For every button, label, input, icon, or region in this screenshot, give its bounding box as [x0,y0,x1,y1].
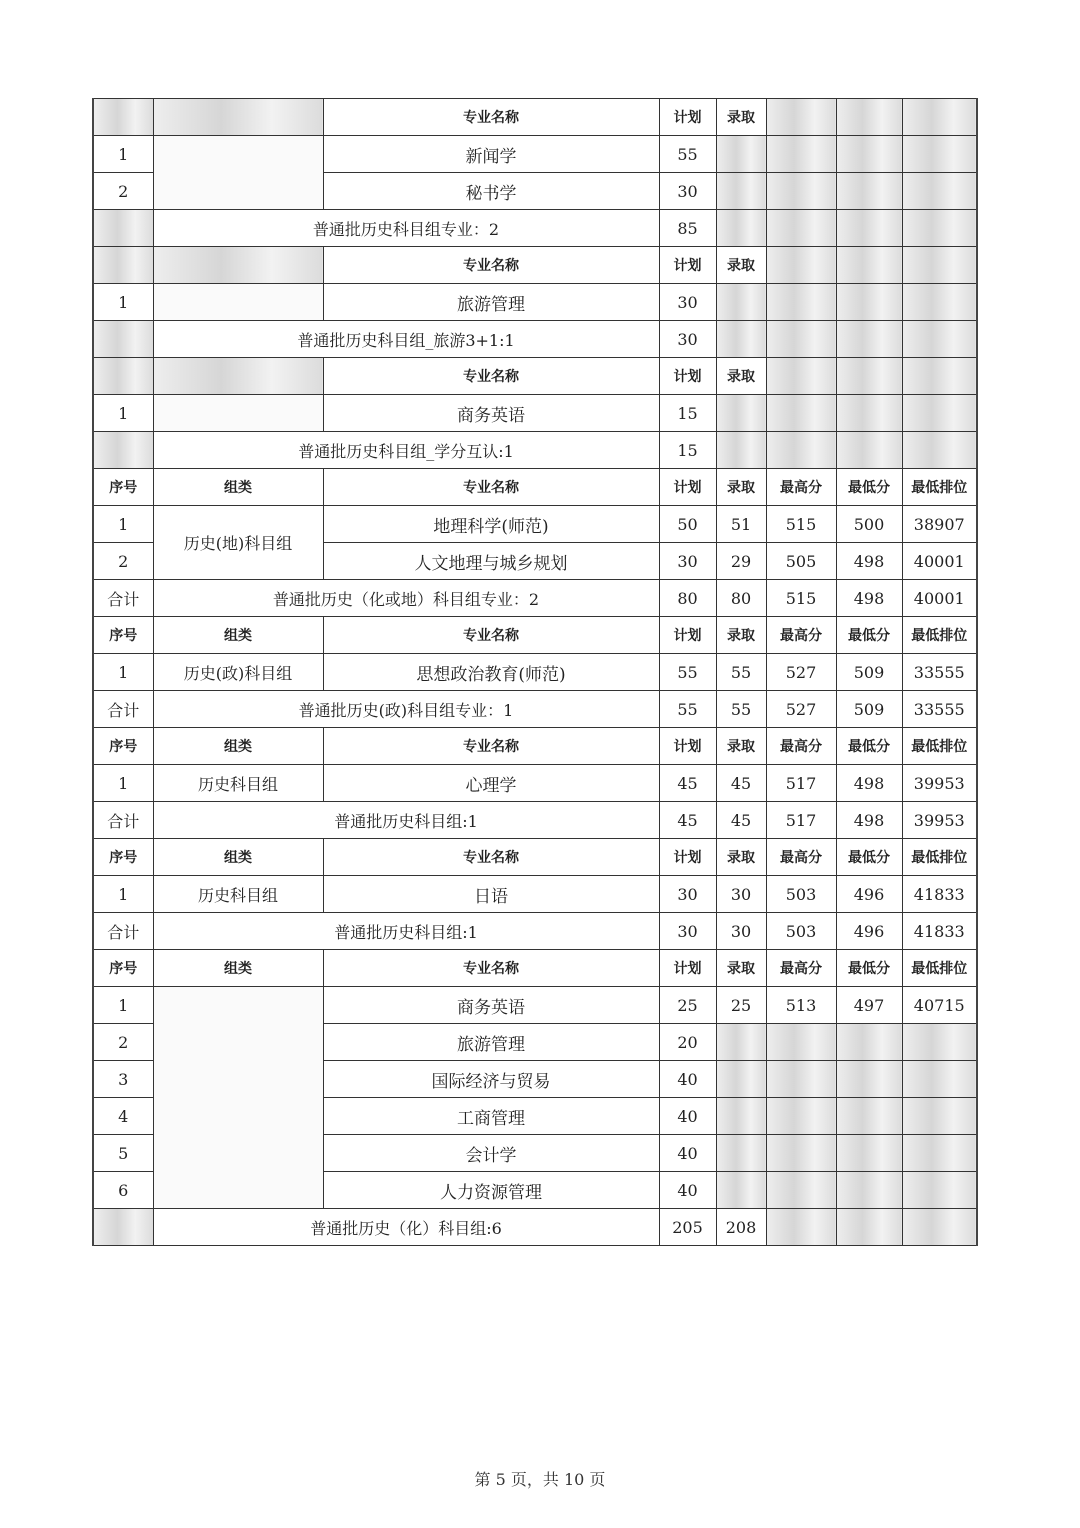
header-min-obscured [836,247,902,284]
seq-cell: 1 [93,765,153,802]
group-cell: 历史科目组 [153,765,323,802]
header-admit: 录取 [716,728,766,765]
min-cell: 496 [836,876,902,913]
table-body [93,99,977,1246]
group-cell: 历史(地)科目组 [153,506,323,580]
seq-cell: 2 [93,1024,153,1061]
total-admit-obscured [716,210,766,247]
header-row [93,839,977,876]
min-cell-obscured [836,1172,902,1209]
header-plan: 计划 [659,99,716,136]
major-cell: 人力资源管理 [323,1172,659,1209]
major-cell: 工商管理 [323,1098,659,1135]
major-cell: 地理科学(师范) [323,506,659,543]
total-label-cell: 普通批历史（化）科目组:6 [153,1209,659,1246]
total-rank-obscured [902,321,977,358]
rank-cell-obscured [902,1172,977,1209]
header-admit: 录取 [716,247,766,284]
max-cell-obscured [766,395,836,432]
plan-cell: 30 [659,284,716,321]
header-min: 最低分 [836,617,902,654]
total-seq-obscured [93,210,153,247]
total-rank-obscured [902,1209,977,1246]
header-row [93,99,977,136]
total-plan-cell: 85 [659,210,716,247]
header-plan: 计划 [659,247,716,284]
total-min-cell: 498 [836,802,902,839]
group-cell-obscured [153,136,323,210]
header-max: 最高分 [766,839,836,876]
rank-cell: 40715 [902,987,977,1024]
total-min-cell: 498 [836,580,902,617]
header-seq: 序号 [93,728,153,765]
min-cell: 498 [836,543,902,580]
header-min: 最低分 [836,950,902,987]
max-cell: 527 [766,654,836,691]
total-min-cell: 496 [836,913,902,950]
header-rank-obscured [902,247,977,284]
major-cell: 心理学 [323,765,659,802]
table-row [93,765,977,802]
max-cell: 505 [766,543,836,580]
total-seq-cell: 合计 [93,802,153,839]
total-seq-obscured [93,1209,153,1246]
header-row [93,617,977,654]
header-min-obscured [836,99,902,136]
total-plan-cell: 80 [659,580,716,617]
total-seq-cell: 合计 [93,580,153,617]
max-cell-obscured [766,173,836,210]
total-row [93,1209,977,1246]
seq-cell: 1 [93,395,153,432]
rank-cell: 38907 [902,506,977,543]
header-max: 最高分 [766,950,836,987]
total-rank-obscured [902,210,977,247]
header-seq: 序号 [93,617,153,654]
total-row [93,913,977,950]
header-major: 专业名称 [323,469,659,506]
header-row [93,469,977,506]
major-cell: 商务英语 [323,987,659,1024]
total-min-obscured [836,1209,902,1246]
total-label-cell: 普通批历史科目组_学分互认:1 [153,432,659,469]
header-group: 组类 [153,839,323,876]
total-row [93,580,977,617]
table-row [93,987,977,1024]
max-cell-obscured [766,1061,836,1098]
rank-cell-obscured [902,284,977,321]
seq-cell: 1 [93,654,153,691]
min-cell-obscured [836,284,902,321]
header-rank: 最低排位 [902,950,977,987]
plan-cell: 40 [659,1135,716,1172]
seq-cell: 2 [93,173,153,210]
header-row [93,950,977,987]
rank-cell-obscured [902,1098,977,1135]
header-min: 最低分 [836,839,902,876]
total-rank-cell: 39953 [902,802,977,839]
total-seq-obscured [93,321,153,358]
header-admit: 录取 [716,950,766,987]
total-plan-cell: 30 [659,913,716,950]
seq-cell: 6 [93,1172,153,1209]
max-cell: 515 [766,506,836,543]
rank-cell-obscured [902,1135,977,1172]
major-cell: 旅游管理 [323,284,659,321]
total-seq-obscured [93,432,153,469]
header-plan: 计划 [659,839,716,876]
total-min-obscured [836,210,902,247]
max-cell: 513 [766,987,836,1024]
header-max-obscured [766,247,836,284]
header-row [93,728,977,765]
plan-cell: 30 [659,543,716,580]
header-seq: 序号 [93,950,153,987]
max-cell: 503 [766,876,836,913]
header-admit: 录取 [716,617,766,654]
header-group: 组类 [153,728,323,765]
major-cell: 日语 [323,876,659,913]
total-min-obscured [836,321,902,358]
plan-cell: 55 [659,136,716,173]
total-admit-obscured [716,321,766,358]
page-footer: 第 5 页，共 10 页 [474,1470,606,1489]
header-major: 专业名称 [323,358,659,395]
header-rank: 最低排位 [902,728,977,765]
max-cell-obscured [766,136,836,173]
table-row [93,876,977,913]
major-cell: 人文地理与城乡规划 [323,543,659,580]
header-major: 专业名称 [323,950,659,987]
seq-cell: 1 [93,284,153,321]
min-cell-obscured [836,1024,902,1061]
header-major: 专业名称 [323,99,659,136]
table-row [93,395,977,432]
header-rank: 最低排位 [902,839,977,876]
header-admit: 录取 [716,469,766,506]
total-row [93,321,977,358]
min-cell: 498 [836,765,902,802]
group-cell-obscured [153,284,323,321]
major-cell: 商务英语 [323,395,659,432]
total-admit-cell: 55 [716,691,766,728]
admit-cell: 45 [716,765,766,802]
total-seq-cell: 合计 [93,691,153,728]
plan-cell: 25 [659,987,716,1024]
admit-cell-obscured [716,395,766,432]
header-plan: 计划 [659,358,716,395]
header-rank-obscured [902,358,977,395]
admit-cell-obscured [716,1024,766,1061]
plan-cell: 40 [659,1172,716,1209]
admit-cell-obscured [716,284,766,321]
header-seq: 序号 [93,469,153,506]
total-plan-cell: 15 [659,432,716,469]
plan-cell: 30 [659,876,716,913]
max-cell-obscured [766,1024,836,1061]
admit-cell: 25 [716,987,766,1024]
rank-cell: 41833 [902,876,977,913]
admit-cell-obscured [716,1098,766,1135]
rank-cell: 33555 [902,654,977,691]
seq-cell: 1 [93,987,153,1024]
admit-cell: 51 [716,506,766,543]
total-max-cell: 527 [766,691,836,728]
total-admit-cell: 80 [716,580,766,617]
rank-cell-obscured [902,1061,977,1098]
admit-cell-obscured [716,1172,766,1209]
major-cell: 新闻学 [323,136,659,173]
admit-cell-obscured [716,1061,766,1098]
major-cell: 国际经济与贸易 [323,1061,659,1098]
max-cell-obscured [766,284,836,321]
total-max-obscured [766,321,836,358]
header-group: 组类 [153,469,323,506]
major-cell: 会计学 [323,1135,659,1172]
seq-cell: 1 [93,506,153,543]
total-label-cell: 普通批历史科目组_旅游3+1:1 [153,321,659,358]
plan-cell: 45 [659,765,716,802]
total-admit-cell: 208 [716,1209,766,1246]
table-row [93,284,977,321]
admit-cell-obscured [716,1135,766,1172]
header-rank: 最低排位 [902,469,977,506]
plan-cell: 50 [659,506,716,543]
header-row [93,358,977,395]
group-cell: 历史科目组 [153,876,323,913]
header-rank: 最低排位 [902,617,977,654]
total-label-cell: 普通批历史科目组:1 [153,913,659,950]
total-min-cell: 509 [836,691,902,728]
header-rank-obscured [902,99,977,136]
admit-cell: 30 [716,876,766,913]
table-row [93,136,977,173]
total-row [93,802,977,839]
total-admit-cell: 45 [716,802,766,839]
total-max-obscured [766,210,836,247]
header-admit: 录取 [716,839,766,876]
total-row [93,210,977,247]
rank-cell: 39953 [902,765,977,802]
header-admit: 录取 [716,99,766,136]
group-cell-obscured [153,395,323,432]
total-plan-cell: 45 [659,802,716,839]
header-max-obscured [766,358,836,395]
admit-cell: 29 [716,543,766,580]
plan-cell: 15 [659,395,716,432]
admit-cell-obscured [716,136,766,173]
total-min-obscured [836,432,902,469]
header-group: 组类 [153,950,323,987]
rank-cell: 40001 [902,543,977,580]
total-max-cell: 515 [766,580,836,617]
header-major: 专业名称 [323,617,659,654]
plan-cell: 55 [659,654,716,691]
header-min-obscured [836,358,902,395]
min-cell-obscured [836,173,902,210]
total-seq-cell: 合计 [93,913,153,950]
admission-table [92,98,978,1246]
total-row [93,691,977,728]
header-plan: 计划 [659,950,716,987]
header-min: 最低分 [836,469,902,506]
group-cell-obscured [153,987,323,1209]
major-cell: 旅游管理 [323,1024,659,1061]
max-cell-obscured [766,1098,836,1135]
rank-cell-obscured [902,395,977,432]
total-row [93,432,977,469]
max-cell-obscured [766,1172,836,1209]
header-max-obscured [766,99,836,136]
min-cell-obscured [836,1098,902,1135]
total-label-cell: 普通批历史科目组:1 [153,802,659,839]
total-max-cell: 503 [766,913,836,950]
total-rank-obscured [902,432,977,469]
total-rank-cell: 40001 [902,580,977,617]
header-plan: 计划 [659,617,716,654]
seq-cell: 2 [93,543,153,580]
header-max: 最高分 [766,469,836,506]
max-cell-obscured [766,1135,836,1172]
total-label-cell: 普通批历史科目组专业：2 [153,210,659,247]
seq-cell: 5 [93,1135,153,1172]
header-seq-obscured [93,99,153,136]
header-plan: 计划 [659,728,716,765]
total-plan-cell: 55 [659,691,716,728]
total-rank-cell: 41833 [902,913,977,950]
group-cell: 历史(政)科目组 [153,654,323,691]
header-group-obscured [153,247,323,284]
min-cell: 500 [836,506,902,543]
min-cell: 509 [836,654,902,691]
total-max-obscured [766,432,836,469]
header-major: 专业名称 [323,728,659,765]
plan-cell: 40 [659,1098,716,1135]
total-plan-cell: 30 [659,321,716,358]
min-cell-obscured [836,1135,902,1172]
total-rank-cell: 33555 [902,691,977,728]
header-group-obscured [153,99,323,136]
plan-cell: 40 [659,1061,716,1098]
rank-cell-obscured [902,1024,977,1061]
total-max-obscured [766,1209,836,1246]
rank-cell-obscured [902,173,977,210]
total-plan-cell: 205 [659,1209,716,1246]
admit-cell-obscured [716,173,766,210]
total-label-cell: 普通批历史(政)科目组专业：1 [153,691,659,728]
plan-cell: 20 [659,1024,716,1061]
admit-cell: 55 [716,654,766,691]
table-row [93,654,977,691]
plan-cell: 30 [659,173,716,210]
header-row [93,247,977,284]
header-plan: 计划 [659,469,716,506]
max-cell: 517 [766,765,836,802]
major-cell: 思想政治教育(师范) [323,654,659,691]
header-major: 专业名称 [323,839,659,876]
total-admit-obscured [716,432,766,469]
header-seq-obscured [93,247,153,284]
min-cell-obscured [836,395,902,432]
total-admit-cell: 30 [716,913,766,950]
rank-cell-obscured [902,136,977,173]
seq-cell: 4 [93,1098,153,1135]
total-label-cell: 普通批历史（化或地）科目组专业：2 [153,580,659,617]
header-seq: 序号 [93,839,153,876]
header-seq-obscured [93,358,153,395]
header-max: 最高分 [766,617,836,654]
header-major: 专业名称 [323,247,659,284]
table-row [93,506,977,543]
header-admit: 录取 [716,358,766,395]
seq-cell: 1 [93,136,153,173]
min-cell-obscured [836,136,902,173]
header-min: 最低分 [836,728,902,765]
total-max-cell: 517 [766,802,836,839]
min-cell-obscured [836,1061,902,1098]
header-max: 最高分 [766,728,836,765]
header-group-obscured [153,358,323,395]
seq-cell: 3 [93,1061,153,1098]
min-cell: 497 [836,987,902,1024]
header-group: 组类 [153,617,323,654]
major-cell: 秘书学 [323,173,659,210]
seq-cell: 1 [93,876,153,913]
